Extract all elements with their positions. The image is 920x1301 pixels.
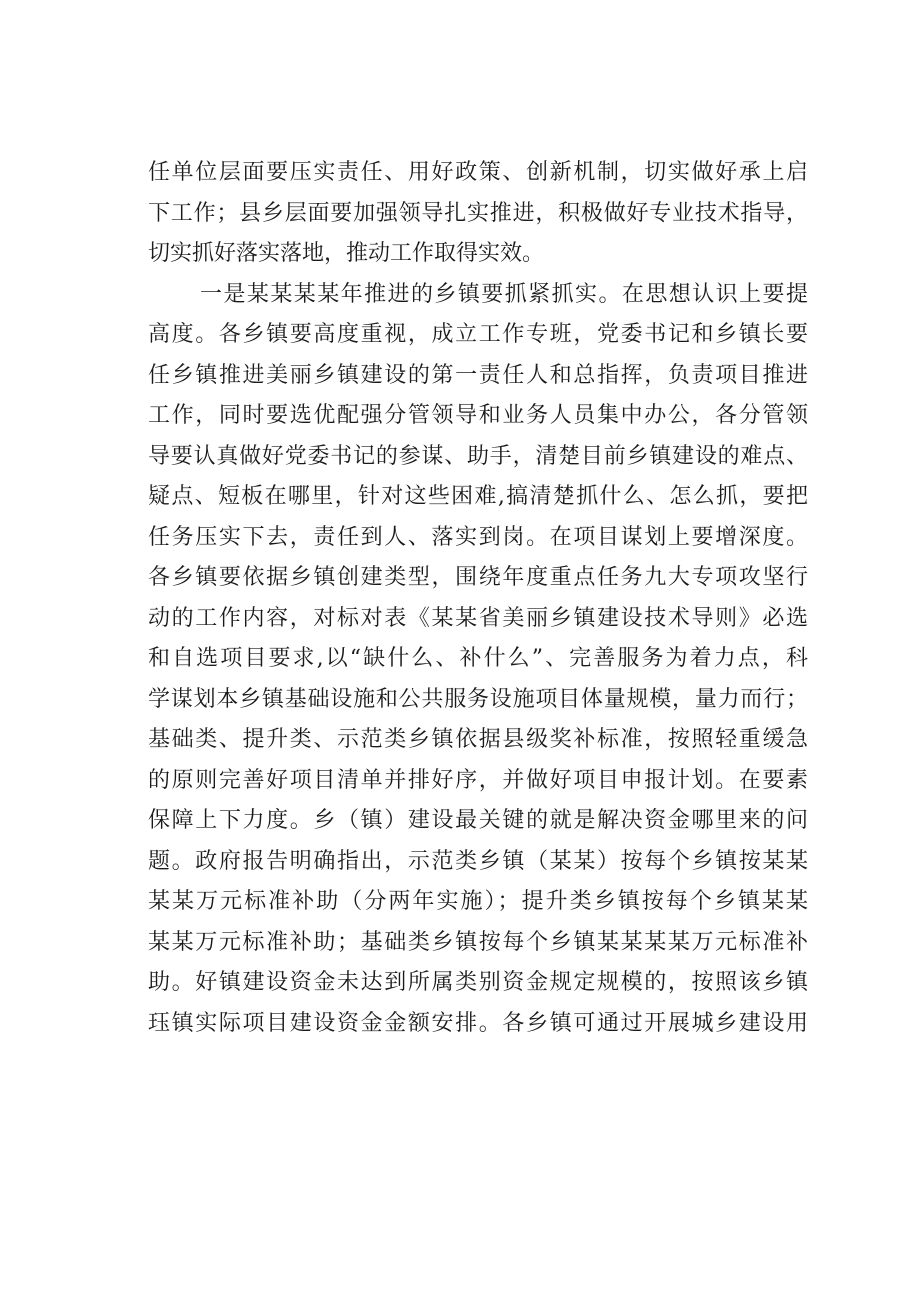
text-line: 某某万元标准补助；基础类乡镇按每个乡镇某某某某万元标准补 [148,929,808,955]
text-line: 导要认真做好党委书记的参谋、助手，清楚目前乡镇建设的难点、 [148,443,808,469]
text-line: 学谋划本乡镇基础设施和公共服务设施项目体量规模，量力而行； [148,686,808,712]
text-line: 高度。各乡镇要高度重视，成立工作专班，党委书记和乡镇长要 [148,322,808,347]
text-line: 疑点、短板在哪里，针对这些困难,搞清楚抓什么、怎么抓，要把 [148,484,808,509]
paragraph-continued [148,153,808,275]
text-line: 任乡镇推进美丽乡镇建设的第一责任人和总指挥，负责项目推进 [148,362,808,388]
text-line: 切实抓好落实落地，推动工作取得实效。 [148,241,545,266]
text-line: 工作，同时要选优配强分管领导和业务人员集中办公，各分管领 [148,403,808,428]
text-line: 动的工作内容，对标对表《某某省美丽乡镇建设技术导则》必选 [148,605,808,631]
text-line: 题。政府报告明确指出，示范类乡镇（某某）按每个乡镇按某某 [148,848,808,874]
text-line: 任务压实下去，责任到人、落实到岗。在项目谋划上要增深度。 [148,524,808,550]
text-line: 保障上下力度。乡（镇）建设最关键的就是解决资金哪里来的问 [148,808,808,833]
text-line: 下工作；县乡层面要加强领导扎实推进，积极做好专业技术指导， [148,200,808,226]
body-text [148,153,808,1044]
text-line: 一是某某某某年推进的乡镇要抓紧抓实。在思想认识上要提 [200,281,808,307]
text-line: 基础类、提升类、示范类乡镇依据县级奖补标准，按照轻重缓急 [148,727,808,752]
text-line: 助。好镇建设资金未达到所属类别资金规定规模的，按照该乡镇 [148,970,808,995]
text-line: 任单位层面要压实责任、用好政策、创新机制，切实做好承上启 [148,160,808,185]
text-line: 某某万元标准补助（分两年实施）；提升类乡镇按每个乡镇某某 [148,889,808,914]
text-line: 珏镇实际项目建设资金金额安排。各乡镇可通过开展城乡建设用 [148,1010,808,1036]
paragraph-township-priority [148,275,808,1045]
text-line: 的原则完善好项目清单并排好序，并做好项目申报计划。在要素 [148,767,808,793]
text-line: 各乡镇要依据乡镇创建类型，围绕年度重点任务九大专项攻坚行 [148,565,808,590]
text-line: 和自选项目要求,以“缺什么、补什么”、完善服务为着力点，科 [148,646,808,671]
